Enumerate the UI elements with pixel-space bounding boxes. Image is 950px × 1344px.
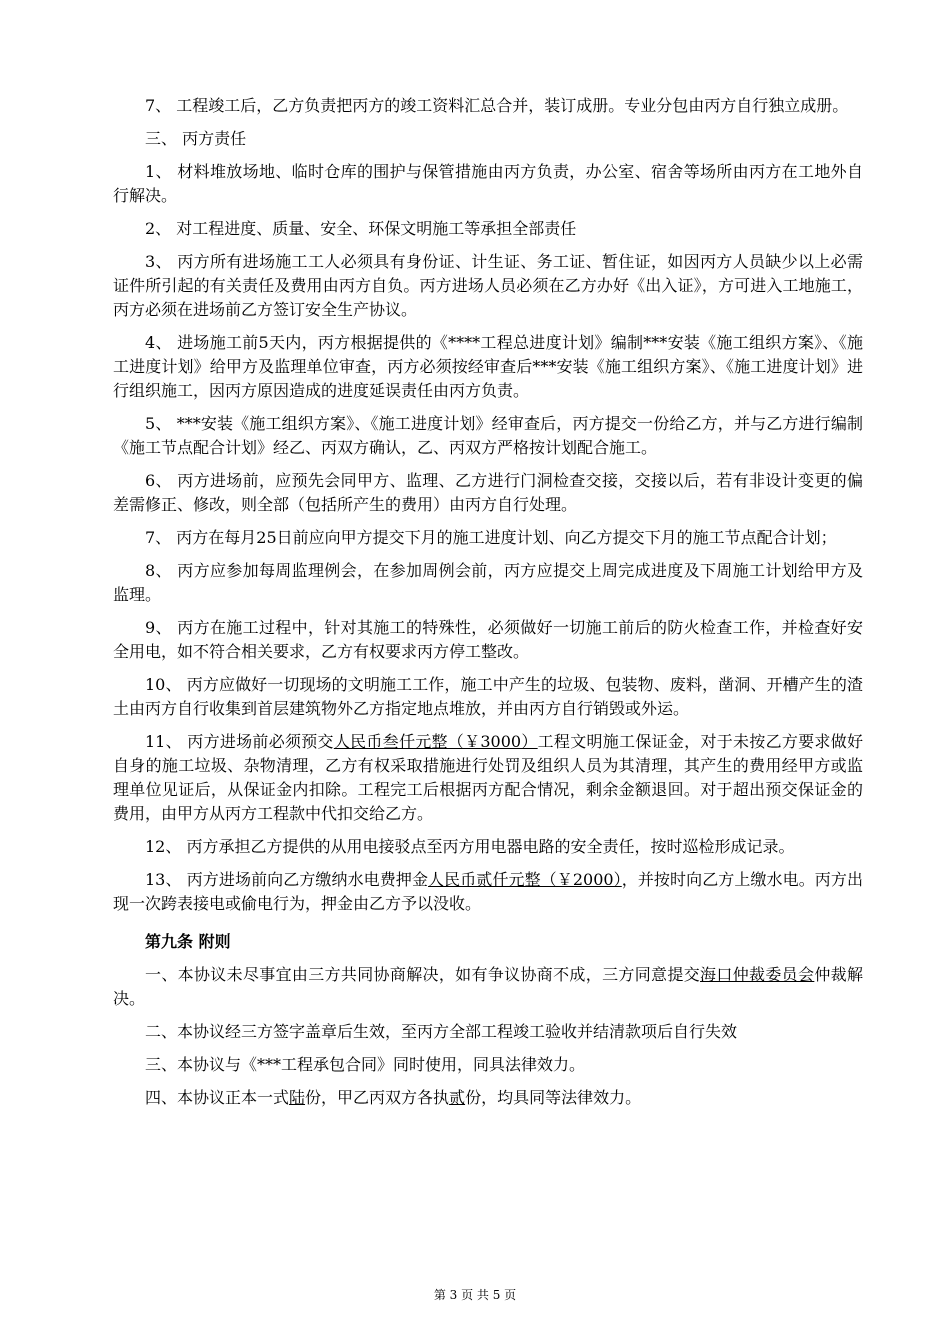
paragraph-13-prefix: 13、 丙方进场前向乙方缴纳水电费押金 [145, 870, 429, 889]
annex-4-suffix: 份，均具同等法律效力。 [465, 1088, 642, 1107]
annex-4-middle: 份，甲乙丙双方各执 [305, 1088, 450, 1107]
paragraph-10: 10、 丙方应做好一切现场的文明施工工作，施工中产生的垃圾、包装物、废料，凿洞、开槽产生的渣土由丙方自行收集到首层建筑物外乙方指定地点堆放，并由丙方自行销毁或外运。 [113, 675, 863, 718]
paragraph-4: 4、 进场施工前5天内，丙方根据提供的《****工程总进度计划》编制***安装《施工组织方案》、《施工进度计划》给甲方及监理单位审查，丙方必须按经审查后***安装《施工组织方案》、《施工进度计划》进行组织施工，因丙方原因造成的进度延误责任由丙方负责。 [113, 333, 863, 400]
paragraph-8: 8、 丙方应参加每周监理例会，在参加周例会前，丙方应提交上周完成进度及下周施工计划给甲方及监理。 [113, 561, 863, 604]
document-body [113, 94, 863, 1119]
paragraph-13-suffix: ，并按时向乙方上缴水电。丙方出现一次跨表接电或偷电行为，押金由乙方予以没收。 [113, 870, 863, 913]
annex-paragraph-2: 二、本协议经三方签字盖章后生效，至丙方全部工程竣工验收并结清款项后自行失效 [145, 1022, 738, 1041]
article-9-heading: 第九条 附则 [145, 932, 231, 951]
annex-paragraph-1 [113, 963, 863, 1011]
paragraph-7: 7、 丙方在每月25日前应向甲方提交下月的施工进度计划、向乙方提交下月的施工节点配合计划； [145, 528, 837, 547]
paragraph-1: 1、 材料堆放场地、临时仓库的围护与保管措施由丙方负责，办公室、宿舍等场所由丙方在工地外自行解决。 [113, 162, 863, 205]
utility-deposit-amount: 人民币贰仟元整（￥2000） [428, 870, 622, 889]
paragraph-5: 5、 ***安装《施工组织方案》、《施工进度计划》经审查后，丙方提交一份给乙方，并与乙方进行编制《施工节点配合计划》经乙、丙双方确认，乙、丙双方严格按计划配合施工。 [113, 414, 863, 457]
paragraph-12: 12、 丙方承担乙方提供的从用电接驳点至丙方用电器电路的安全责任，按时巡检形成记录。 [145, 837, 795, 856]
deposit-amount: 人民币叁仟元整（￥3000） [333, 732, 538, 751]
arbitration-body: 海口仲裁委员会 [700, 965, 815, 984]
section-heading-bing: 三、 丙方责任 [145, 129, 247, 148]
annex-1-suffix: 仲裁解决。 [113, 965, 863, 1008]
paragraph-6: 6、 丙方进场前，应预先会同甲方、监理、乙方进行门洞检查交接，交接以后，若有非设计变更的偏差需修正、修改，则全部（包括所产生的费用）由丙方自行处理。 [113, 471, 863, 514]
paragraph-11-suffix: 工程文明施工保证金，对于未按乙方要求做好自身的施工垃圾、杂物清理，乙方有权采取措施进行处罚及组织人员为其清理，其产生的费用经甲方或监理单位见证后，从保证金内扣除。工程完工后根据丙方配合情况，剩余金额退回。对于超出预交保证金的费用，由甲方从丙方工程款中代扣交给乙方。 [113, 732, 863, 823]
paragraph-11-prefix: 11、 丙方进场前必须预交 [145, 732, 334, 751]
paragraph-11 [113, 730, 863, 826]
copy-count: 陆 [289, 1088, 306, 1107]
paragraph-9: 9、 丙方在施工过程中，针对其施工的特殊性，必须做好一切施工前后的防火检查工作，并检查好安全用电，如不符合相关要求，乙方有权要求丙方停工整改。 [113, 618, 863, 661]
page-footer: 第 3 页 共 5 页 [433, 1288, 517, 1302]
annex-paragraph-4 [113, 1086, 863, 1110]
annex-4-prefix: 四、本协议正本一式 [145, 1088, 290, 1107]
paragraph-13 [113, 868, 863, 916]
annex-1-prefix: 一、本协议未尽事宜由三方共同协商解决，如有争议协商不成，三方同意提交 [145, 965, 701, 984]
annex-paragraph-3: 三、本协议与《***工程承包合同》同时使用，同具法律效力。 [145, 1055, 586, 1074]
paragraph-3: 3、 丙方所有进场施工工人必须具有身份证、计生证、务工证、暂住证，如因丙方人员缺少以上必需证件所引起的有关责任及费用由丙方自负。丙方进场人员必须在乙方办好《出入证》，方可进入工地施工，丙方必须在进场前乙方签订安全生产协议。 [113, 252, 863, 319]
paragraph-2: 2、 对工程进度、质量、安全、环保文明施工等承担全部责任 [145, 219, 577, 238]
paragraph-c7: 7、 工程竣工后，乙方负责把丙方的竣工资料汇总合并，装订成册。专业分包由丙方自行独立成册。 [145, 96, 849, 115]
copies-each: 贰 [449, 1088, 466, 1107]
